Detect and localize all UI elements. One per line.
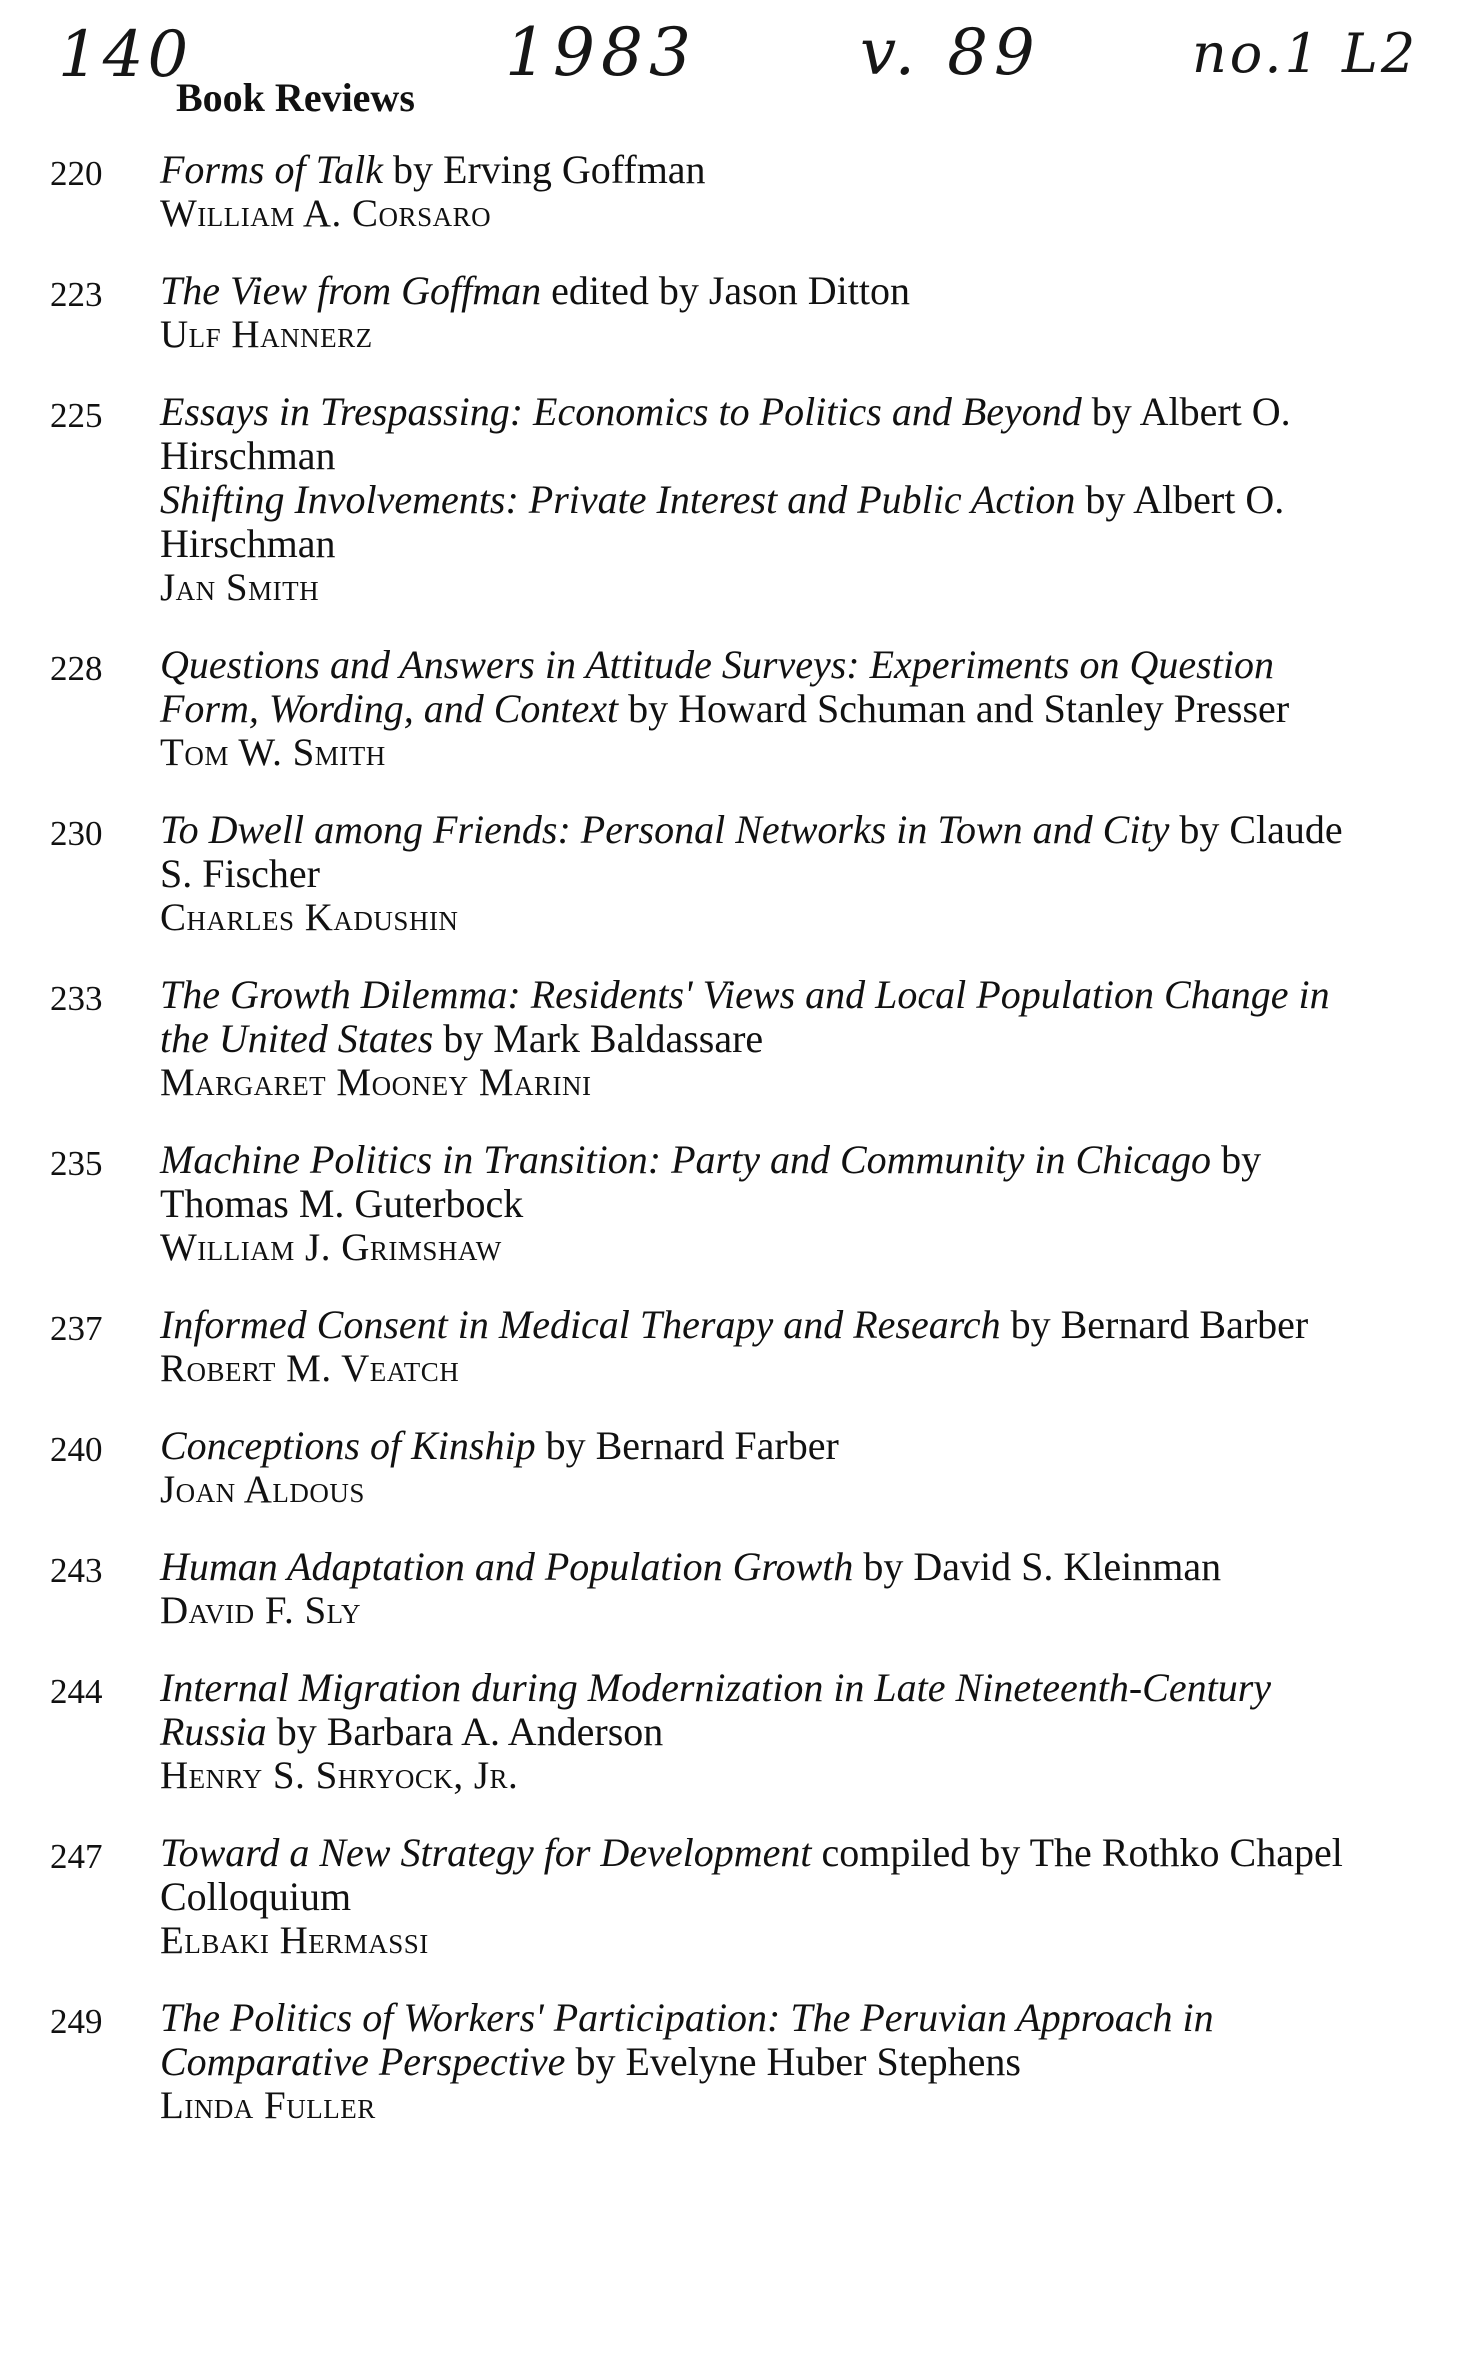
book-citation	[160, 643, 1370, 731]
book-citation	[160, 1666, 1370, 1754]
book-title: Machine Politics in Transition: Party and Community in Chicago	[160, 1137, 1212, 1182]
page-number: 223	[50, 275, 103, 314]
page-number: 249	[50, 2002, 103, 2041]
reviewer-name: Robert M. Veatch	[160, 1347, 460, 1390]
reviewer-name: Tom W. Smith	[160, 731, 386, 774]
book-author: compiled by The Rothko Chapel Colloquium	[160, 1830, 1343, 1919]
book-author: by Bernard Farber	[535, 1423, 839, 1468]
handwritten-note: 1983	[505, 14, 697, 91]
book-author: by David S. Kleinman	[853, 1544, 1222, 1589]
page-number: 230	[50, 814, 103, 853]
book-author: by Howard Schuman and Stanley Presser	[618, 686, 1290, 731]
entry-body	[160, 643, 1370, 775]
book-citation	[160, 1545, 1370, 1589]
reviewer-name: Joan Aldous	[160, 1468, 365, 1511]
review-entry	[0, 148, 1471, 236]
entry-body	[160, 1424, 1370, 1512]
handwritten-note: 140	[58, 18, 193, 92]
book-citation	[160, 1138, 1370, 1226]
reviewer-name: David F. Sly	[160, 1589, 361, 1632]
review-entry	[0, 1666, 1471, 1798]
reviewer-name: William J. Grimshaw	[160, 1226, 502, 1269]
entry-body	[160, 973, 1370, 1105]
book-citation	[160, 1831, 1370, 1919]
review-entry	[0, 1831, 1471, 1963]
review-entry	[0, 1138, 1471, 1270]
review-entry	[0, 1424, 1471, 1512]
book-title: Forms of Talk	[160, 147, 384, 192]
entry-body	[160, 1666, 1370, 1798]
page-number: 220	[50, 154, 103, 193]
reviewer-name: William A. Corsaro	[160, 192, 492, 235]
book-author: by Albert O. Hirschman	[160, 389, 1291, 478]
review-entry	[0, 269, 1471, 357]
page-number: 225	[50, 396, 103, 435]
book-title: The Politics of Workers' Participation: The Peruvian Approach in Comparative Perspective	[160, 1995, 1214, 2084]
review-entry	[0, 1303, 1471, 1391]
book-citation	[160, 1996, 1370, 2084]
book-author: by Mark Baldassare	[433, 1016, 764, 1061]
book-title: Informed Consent in Medical Therapy and Research	[160, 1302, 1001, 1347]
reviewer-name: Jan Smith	[160, 566, 320, 609]
review-entry	[0, 1996, 1471, 2128]
review-entry	[0, 808, 1471, 940]
entry-body	[160, 1831, 1370, 1963]
book-author: by Claude S. Fischer	[160, 807, 1343, 896]
book-author: by Barbara A. Anderson	[266, 1709, 664, 1754]
page-number: 233	[50, 979, 103, 1018]
book-title: To Dwell among Friends: Personal Networks in Town and City	[160, 807, 1170, 852]
handwritten-note: no.1 L2	[1192, 22, 1419, 85]
page-number: 240	[50, 1430, 103, 1469]
book-citation	[160, 973, 1370, 1061]
book-author: by Evelyne Huber Stephens	[565, 2039, 1021, 2084]
section-title: Book Reviews	[176, 75, 415, 120]
review-entry	[0, 1545, 1471, 1633]
book-citation	[160, 148, 1370, 192]
review-list	[0, 148, 1471, 2161]
entry-body	[160, 1303, 1370, 1391]
book-citation	[160, 1424, 1370, 1468]
page-number: 237	[50, 1309, 103, 1348]
book-author: by Bernard Barber	[1000, 1302, 1309, 1347]
book-title: Toward a New Strategy for Development	[160, 1830, 812, 1875]
page-number: 235	[50, 1144, 103, 1183]
book-author: by Albert O. Hirschman	[160, 477, 1285, 566]
review-entry	[0, 390, 1471, 610]
book-citation	[160, 269, 1370, 313]
page-number: 247	[50, 1837, 103, 1876]
book-title: Human Adaptation and Population Growth	[160, 1544, 854, 1589]
book-citation	[160, 390, 1370, 478]
book-title: Questions and Answers in Attitude Surveys: Experiments on Question Form, Wording, and Context	[160, 642, 1274, 731]
handwritten-note: v. 89	[860, 16, 1041, 90]
reviewer-name: Elbaki Hermassi	[160, 1919, 429, 1962]
reviewer-name: Henry S. Shryock, Jr.	[160, 1754, 519, 1797]
book-citation	[160, 808, 1370, 896]
book-title: The Growth Dilemma: Residents' Views and Local Population Change in the United States	[160, 972, 1330, 1061]
entry-body	[160, 269, 1370, 357]
entry-body	[160, 148, 1370, 236]
reviewer-name: Linda Fuller	[160, 2084, 376, 2127]
entry-body	[160, 1138, 1370, 1270]
entry-body	[160, 1996, 1370, 2128]
book-citation	[160, 478, 1370, 566]
book-title: The View from Goffman	[160, 268, 542, 313]
entry-body	[160, 808, 1370, 940]
book-author: edited by Jason Ditton	[541, 268, 910, 313]
entry-body	[160, 1545, 1370, 1633]
book-title: Conceptions of Kinship	[160, 1423, 536, 1468]
book-author: by Thomas M. Guterbock	[160, 1137, 1262, 1226]
reviewer-name: Ulf Hannerz	[160, 313, 373, 356]
entry-body	[160, 390, 1370, 610]
book-title: Internal Migration during Modernization in Late Nineteenth-Century Russia	[160, 1665, 1272, 1754]
reviewer-name: Margaret Mooney Marini	[160, 1061, 592, 1104]
reviewer-name: Charles Kadushin	[160, 896, 459, 939]
book-title: Shifting Involvements: Private Interest and Public Action	[160, 477, 1076, 522]
book-author: by Erving Goffman	[383, 147, 706, 192]
review-entry	[0, 973, 1471, 1105]
page-number: 243	[50, 1551, 103, 1590]
book-title: Essays in Trespassing: Economics to Politics and Beyond	[160, 389, 1082, 434]
review-entry	[0, 643, 1471, 775]
book-citation	[160, 1303, 1370, 1347]
page-number: 244	[50, 1672, 103, 1711]
page-number: 228	[50, 649, 103, 688]
